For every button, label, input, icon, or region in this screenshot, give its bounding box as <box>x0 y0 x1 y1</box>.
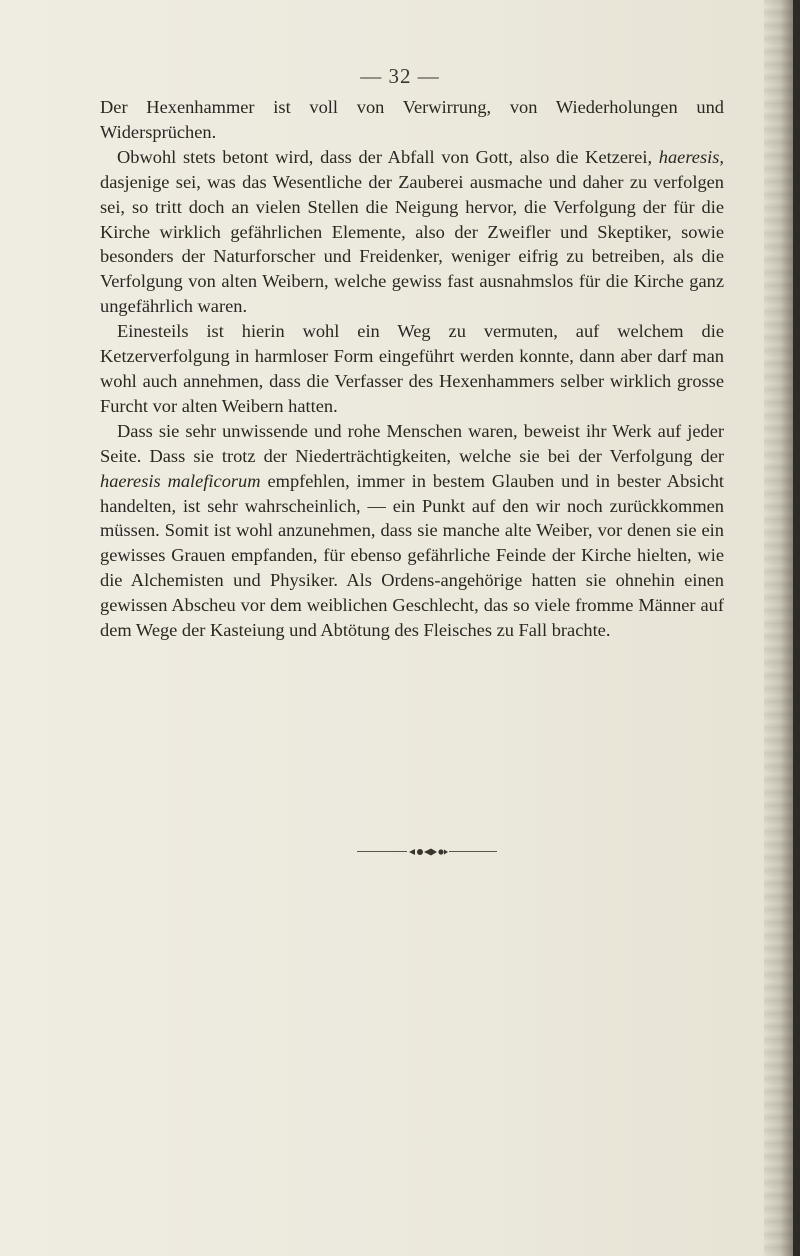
binding-edge <box>793 0 800 1256</box>
paragraph <box>100 319 724 419</box>
paragraph <box>100 145 724 319</box>
ornament-glyph-icon <box>407 847 449 857</box>
latin-term: haeresis, <box>658 146 724 167</box>
text-run: Der Hexenhammer ist voll von Verwirrung, von Wiederholungen und Widersprüchen. <box>100 97 724 142</box>
text-run: empfehlen, immer in bestem Glauben und in bester Absicht handelten, ist sehr wahrscheinlich, — ein Punkt auf den wir noch zurückkommen müssen. Somit ist wohl anzunehmen, dass sie manche alte Weiber, vor denen sie ein gewisses Grauen empfanden, für ebenso gefährliche Feinde der Kirche hielten, wie die Alchemisten und Physiker. Als Ordens-angehörige hatten sie ohnehin einen gewissen Abscheu vor dem weiblichen Geschlecht, das so viele fromme Männer auf dem Wege der Kasteiung und Abtötung des Fleisches zu Fall brachte. <box>100 470 725 641</box>
text-run: Dass sie sehr unwissende und rohe Menschen waren, beweist ihr Werk auf jeder Seite. Dass sie trotz der Niederträchtigkeiten, welche sie bei der Verfolgung der <box>100 420 724 466</box>
text-run: dasjenige sei, was das Wesentliche der Zauberei ausmache und daher zu verfolgen sei, so tritt doch an vielen Stellen die Neigung hervor, die Verfolgung der für die Kirche wirklich gefährlichen Elemente, also der Zweifler und Skeptiker, sowie besonders der Naturforscher und Freidenker, weniger eifrig zu betreiben, als die Verfolgung von alten Weibern, welche gewiss fast ausnahmslos für die Kirche ganz ungefährlich waren. <box>100 171 724 317</box>
paragraph <box>100 419 724 643</box>
section-end-ornament-icon <box>357 847 497 857</box>
paragraph <box>100 95 724 145</box>
page-number: — 32 — <box>360 64 440 88</box>
ornament-rule-left <box>357 851 407 852</box>
text-run: Einesteils ist hierin wohl ein Weg zu vermuten, auf welchem die Ketzerverfolgung in harmloser Form eingeführt werden konnte, dann aber darf man wohl auch annehmen, dass die Verfasser des Hexenhammers selber wirklich grosse Furcht vor alten Weibern hatten. <box>100 321 724 416</box>
text-run: Obwohl stets betont wird, dass der Abfall von Gott, also die Ketzerei, <box>117 146 659 167</box>
latin-term: haeresis maleficorum <box>100 470 261 491</box>
ornament-rule-right <box>449 851 497 852</box>
body-text <box>100 95 724 643</box>
